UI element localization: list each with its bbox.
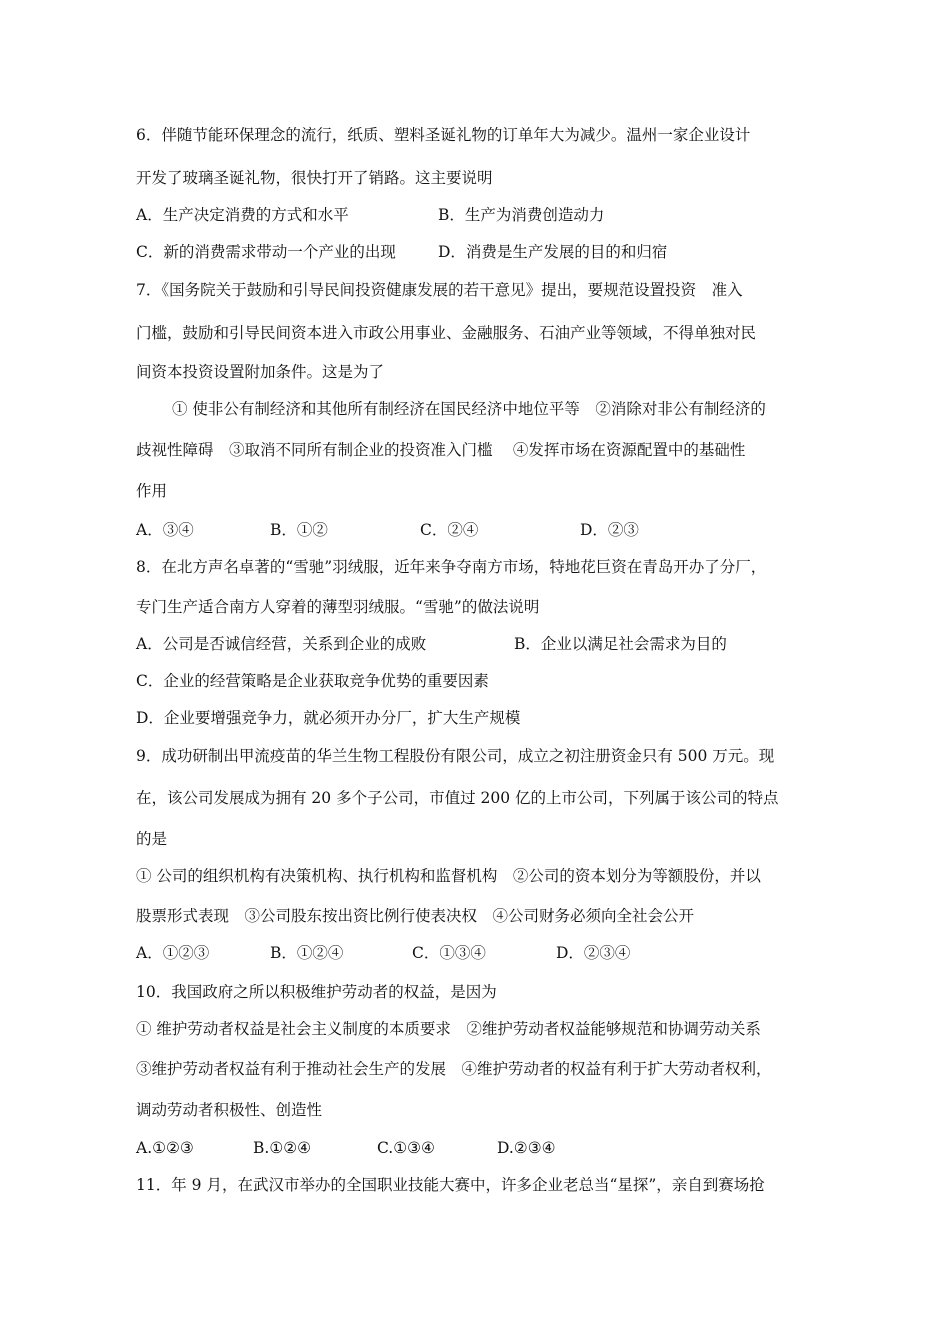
question-7-line-5: 歧视性障碍 ③取消不同所有制企业的投资准入门槛 ④发挥市场在资源配置中的基础性 [136, 441, 746, 459]
question-7-line-2: 门槛，鼓励和引导民间资本进入市政公用事业、金融服务、石油产业等领域，不得单独对民 [136, 324, 757, 342]
question-7-option-a: A．③④ [136, 521, 194, 539]
question-6-line-2: 开发了玻璃圣诞礼物，很快打开了销路。这主要说明 [136, 169, 493, 187]
question-10-option-a: A.①②③ [136, 1139, 194, 1157]
question-8-line-2: 专门生产适合南方人穿着的薄型羽绒服。“雪驰”的做法说明 [136, 598, 540, 616]
question-7-line-6: 作用 [136, 482, 168, 500]
question-6-option-d: D．消费是生产发展的目的和归宿 [438, 243, 668, 261]
question-9-option-a: A．①②③ [136, 944, 210, 962]
question-10-line-2: ① 维护劳动者权益是社会主义制度的本质要求 ②维护劳动者权益能够规范和协调劳动关系 [136, 1020, 761, 1038]
question-10-option-d: D.②③④ [497, 1139, 556, 1157]
question-7-line-1: 7．《国务院关于鼓励和引导民间投资健康发展的若干意见》提出，要规范设置投资 准入 [136, 281, 743, 299]
question-8-line-1: 8．在北方声名卓著的“雪驰”羽绒服，近年来争夺南方市场，特地花巨资在青岛开办了分厂， [136, 558, 767, 576]
question-9-line-1: 9．成功研制出甲流疫苗的华兰生物工程股份有限公司，成立之初注册资金只有 500 万元。现 [136, 747, 775, 765]
question-7-option-d: D．②③ [580, 521, 639, 539]
question-7-option-c: C．②④ [420, 521, 479, 539]
question-8-option-c: C．企业的经营策略是企业获取竞争优势的重要因素 [136, 672, 489, 690]
question-9-option-c: C．①③④ [412, 944, 486, 962]
question-10-line-3: ③维护劳动者权益有利于推动社会生产的发展 ④维护劳动者的权益有利于扩大劳动者权利， [136, 1060, 772, 1078]
question-9-line-2: 在，该公司发展成为拥有 20 多个子公司，市值过 200 亿的上市公司，下列属于该公司的特点 [136, 789, 779, 807]
question-9-line-3: 的是 [136, 830, 168, 848]
question-10-option-c: C.①③④ [377, 1139, 435, 1157]
question-6-line-1: 6．伴随节能环保理念的流行，纸质、塑料圣诞礼物的订单年大为减少。温州一家企业设计 [136, 126, 751, 144]
question-11-line-1: 11．年 9 月，在武汉市举办的全国职业技能大赛中，许多企业老总当“星探”，亲自到赛场抢 [136, 1176, 765, 1194]
question-9-line-4: ① 公司的组织机构有决策机构、执行机构和监督机构 ②公司的资本划分为等额股份，并以 [136, 867, 761, 885]
question-6-option-c: C．新的消费需求带动一个产业的出现 [136, 243, 396, 261]
question-9-option-d: D．②③④ [556, 944, 631, 962]
question-8-option-d: D．企业要增强竞争力，就必须开办分厂，扩大生产规模 [136, 709, 521, 727]
question-8-option-b: B．企业以满足社会需求为目的 [514, 635, 727, 653]
question-9-line-5: 股票形式表现 ③公司股东按出资比例行使表决权 ④公司财务必须向全社会公开 [136, 907, 695, 925]
question-7-option-b: B．①② [270, 521, 328, 539]
question-10-line-4: 调动劳动者积极性、创造性 [136, 1101, 323, 1119]
question-8-option-a: A．公司是否诚信经营，关系到企业的成败 [136, 635, 427, 653]
question-7-line-4: ① 使非公有制经济和其他所有制经济在国民经济中地位平等 ②消除对非公有制经济的 [172, 400, 766, 418]
question-7-line-3: 间资本投资设置附加条件。这是为了 [136, 363, 385, 381]
question-9-option-b: B．①②④ [270, 944, 344, 962]
question-6-option-b: B．生产为消费创造动力 [438, 206, 605, 224]
question-10-option-b: B.①②④ [253, 1139, 312, 1157]
question-6-option-a: A．生产决定消费的方式和水平 [136, 206, 349, 224]
question-10-line-1: 10．我国政府之所以积极维护劳动者的权益，是因为 [136, 983, 497, 1001]
